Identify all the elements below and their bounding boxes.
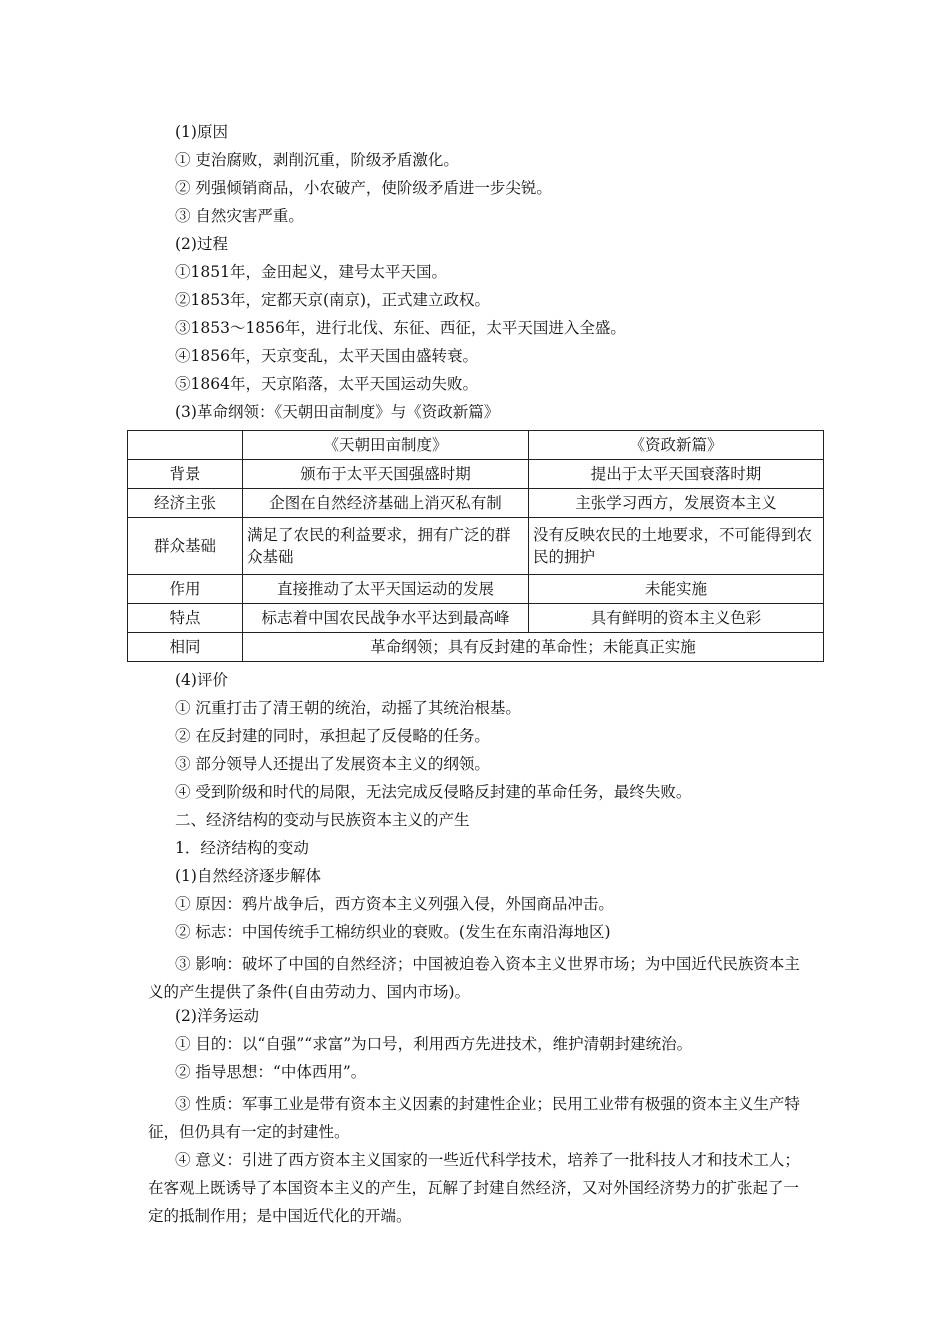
- table-header-cell: [128, 431, 243, 460]
- table-header-row: [128, 431, 824, 460]
- table-row: [128, 604, 824, 633]
- table-row: [128, 518, 824, 575]
- table-row: [128, 460, 824, 489]
- natural-economy-item: ① 原因：鸦片战争后，西方资本主义列强入侵，外国商品冲击。: [175, 895, 614, 913]
- table-cell: 提出于太平天国衰落时期: [529, 460, 824, 489]
- eval-item: ① 沉重打击了清王朝的统治，动摇了其统治根基。: [175, 699, 521, 717]
- table-row: [128, 575, 824, 604]
- comparison-table: [127, 430, 824, 662]
- row-label: 经济主张: [128, 489, 243, 518]
- yangwu-meaning: ④ 意义：引进了西方资本主义国家的一些近代科学技术，培养了一批科技人才和技术工人；在客观上既诱导了本国资本主义的产生，瓦解了封建自然经济，又对外国经济势力的扩张起了一定的抵制作用；是中国近代化的开端。: [148, 1151, 800, 1225]
- yangwu-nature: ③ 性质：军事工业是带有资本主义因素的封建性企业；民用工业带有极强的资本主义生产特征，但仍具有一定的封建性。: [148, 1095, 800, 1141]
- process-item: ⑤1864年，天京陷落，太平天国运动失败。: [175, 375, 478, 393]
- table-row-common: [128, 633, 824, 662]
- table-cell: 直接推动了太平天国运动的发展: [243, 575, 529, 604]
- eval-item: ④ 受到阶级和时代的局限，无法完成反侵略反封建的革命任务，最终失败。: [175, 783, 692, 801]
- program-heading: (3)革命纲领：《天朝田亩制度》与《资政新篇》: [175, 403, 500, 421]
- cause-item: ② 列强倾销商品，小农破产，使阶级矛盾进一步尖锐。: [175, 179, 552, 197]
- row-label: 特点: [128, 604, 243, 633]
- table-cell: 具有鲜明的资本主义色彩: [529, 604, 824, 633]
- eval-item: ③ 部分领导人还提出了发展资本主义的纲领。: [175, 755, 490, 773]
- row-label: 作用: [128, 575, 243, 604]
- table-cell: 企图在自然经济基础上消灭私有制: [243, 489, 529, 518]
- cause-item: ③ 自然灾害严重。: [175, 207, 304, 225]
- eval-heading: (4)评价: [175, 671, 228, 689]
- table-cell: 未能实施: [529, 575, 824, 604]
- subsection-title: 1．经济结构的变动: [175, 839, 309, 857]
- table-header-cell: 《资政新篇》: [529, 431, 824, 460]
- table-cell: 满足了农民的利益要求，拥有广泛的群众基础: [243, 518, 529, 575]
- table-cell-merged: 革命纲领；具有反封建的革命性；未能真正实施: [243, 633, 824, 662]
- table-cell: 主张学习西方，发展资本主义: [529, 489, 824, 518]
- yangwu-item: ② 指导思想：“中体西用”。: [175, 1063, 367, 1081]
- yangwu-heading: (2)洋务运动: [175, 1007, 259, 1025]
- table-cell: 标志着中国农民战争水平达到最高峰: [243, 604, 529, 633]
- eval-item: ② 在反封建的同时，承担起了反侵略的任务。: [175, 727, 490, 745]
- yangwu-item: ① 目的：以“自强”“求富”为口号，利用西方先进技术，维护清朝封建统治。: [175, 1035, 693, 1053]
- row-label: 相同: [128, 633, 243, 662]
- natural-economy-item: ② 标志：中国传统手工棉纺织业的衰败。(发生在东南沿海地区): [175, 923, 611, 941]
- natural-economy-impact: ③ 影响：破坏了中国的自然经济；中国被迫卷入资本主义世界市场；为中国近代民族资本主义的产生提供了条件(自由劳动力、国内市场)。: [148, 955, 800, 1001]
- cause-heading: (1)原因: [175, 123, 228, 141]
- table-cell: 没有反映农民的土地要求，不可能得到农民的拥护: [529, 518, 824, 575]
- cause-item: ① 吏治腐败，剥削沉重，阶级矛盾激化。: [175, 151, 459, 169]
- table-cell: 颁布于太平天国强盛时期: [243, 460, 529, 489]
- process-item: ④1856年，天京变乱，太平天国由盛转衰。: [175, 347, 478, 365]
- natural-economy-heading: (1)自然经济逐步解体: [175, 867, 321, 885]
- table-header-cell: 《天朝田亩制度》: [243, 431, 529, 460]
- process-item: ③1853～1856年，进行北伐、东征、西征，太平天国进入全盛。: [175, 319, 626, 337]
- process-heading: (2)过程: [175, 235, 228, 253]
- process-item: ②1853年，定都天京(南京)，正式建立政权。: [175, 291, 491, 309]
- row-label: 群众基础: [128, 518, 243, 575]
- section-title: 二、经济结构的变动与民族资本主义的产生: [175, 811, 470, 829]
- row-label: 背景: [128, 460, 243, 489]
- table-row: [128, 489, 824, 518]
- process-item: ①1851年，金田起义，建号太平天国。: [175, 263, 447, 281]
